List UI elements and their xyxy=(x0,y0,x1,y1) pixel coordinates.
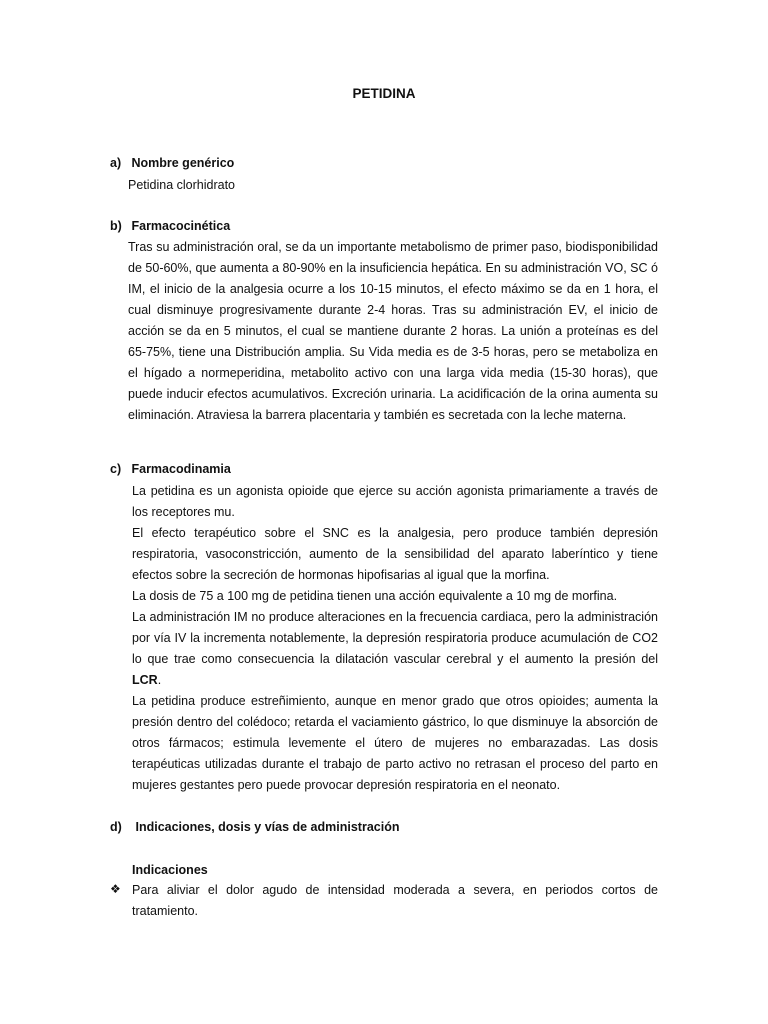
section-d-label: d) xyxy=(110,820,122,834)
section-c-heading xyxy=(110,462,231,476)
section-a-label: a) xyxy=(110,156,122,170)
section-c-paragraph-4 xyxy=(132,607,658,691)
section-c-paragraph-5: La petidina produce estreñimiento, aunque en menor grado que otros opioides; aumenta la presión dentro del colédoco; retarda el vaciamiento gástrico, lo que disminuye la absorción de otros fármacos; estimula levemente el útero de mujeres no embarazadas. Las dosis terapéuticas utilizadas durante el trabajo de parto activo no retrasan el proceso del parto en mujeres gestantes pero puede provocar depresión respiratoria en el neonato. xyxy=(132,694,658,792)
section-c-paragraph-4-end: . xyxy=(157,673,162,687)
document-title: PETIDINA xyxy=(352,86,416,101)
section-c-label: c) xyxy=(110,462,122,476)
section-c-body xyxy=(132,481,658,796)
section-a-title: Nombre genérico xyxy=(131,156,235,170)
section-b-heading xyxy=(110,219,230,233)
section-b-title: Farmacocinética xyxy=(131,219,231,233)
lcr-term: LCR xyxy=(132,673,158,687)
section-c-title: Farmacodinamia xyxy=(131,462,231,476)
section-c-paragraph-3: La dosis de 75 a 100 mg de petidina tienen una acción equivalente a 10 mg de morfina. xyxy=(132,589,618,603)
section-d-heading xyxy=(110,820,399,834)
section-c-paragraph-2: El efecto terapéutico sobre el SNC es la analgesia, pero produce también depresión respiratoria, vasoconstricción, aumento de la sensibilidad del aparato laberíntico y tiene efectos sobre la secreción de hormonas hipofisarias al igual que la morfina. xyxy=(132,526,658,582)
indicaciones-subheading: Indicaciones xyxy=(132,863,208,877)
section-d-title: Indicaciones, dosis y vías de administración xyxy=(135,820,400,834)
indicaciones-item-text: Para aliviar el dolor agudo de intensidad moderada a severa, en periodos cortos de tratamiento. xyxy=(132,883,658,918)
section-c-paragraph-4-text: La administración IM no produce alteraciones en la frecuencia cardiaca, pero la administración por vía IV la incrementa notablemente, la depresión respiratoria produce acumulación de CO2 lo que trae como consecuencia la dilatación vascular cerebral y el aumento la presión del xyxy=(132,610,658,666)
section-b-label: b) xyxy=(110,219,122,233)
section-a-heading xyxy=(110,156,234,170)
section-c-paragraph-1: La petidina es un agonista opioide que ejerce su acción agonista primariamente a través de los receptores mu. xyxy=(132,484,658,519)
section-b-body: Tras su administración oral, se da un importante metabolismo de primer paso, biodisponibilidad de 50-60%, que aumenta a 80-90% en la insuficiencia hepática. En su administración VO, SC ó IM, el inicio de la analgesia ocurre a los 10-15 minutos, el efecto máximo se da en 1 hora, el cual disminuye progresivamente durante 2-4 horas. Tras su administración EV, el inicio de acción se da en 5 minutos, el cual se mantiene durante 2 horas. La unión a proteínas es del 65-75%, tiene una Distribución amplia. Su Vida media es de 3-5 horas, pero se metaboliza en el hígado a normeperidina, metabolito activo con una larga vida media (15-30 horas), que puede inducir efectos acumulativos. Excreción urinaria. La acidificación de la orina aumenta su eliminación. Atraviesa la barrera placentaria y también es secretada con la leche materna. xyxy=(128,240,658,422)
section-a-body: Petidina clorhidrato xyxy=(128,178,236,192)
diamond-bullet-icon: ❖ xyxy=(110,882,121,896)
